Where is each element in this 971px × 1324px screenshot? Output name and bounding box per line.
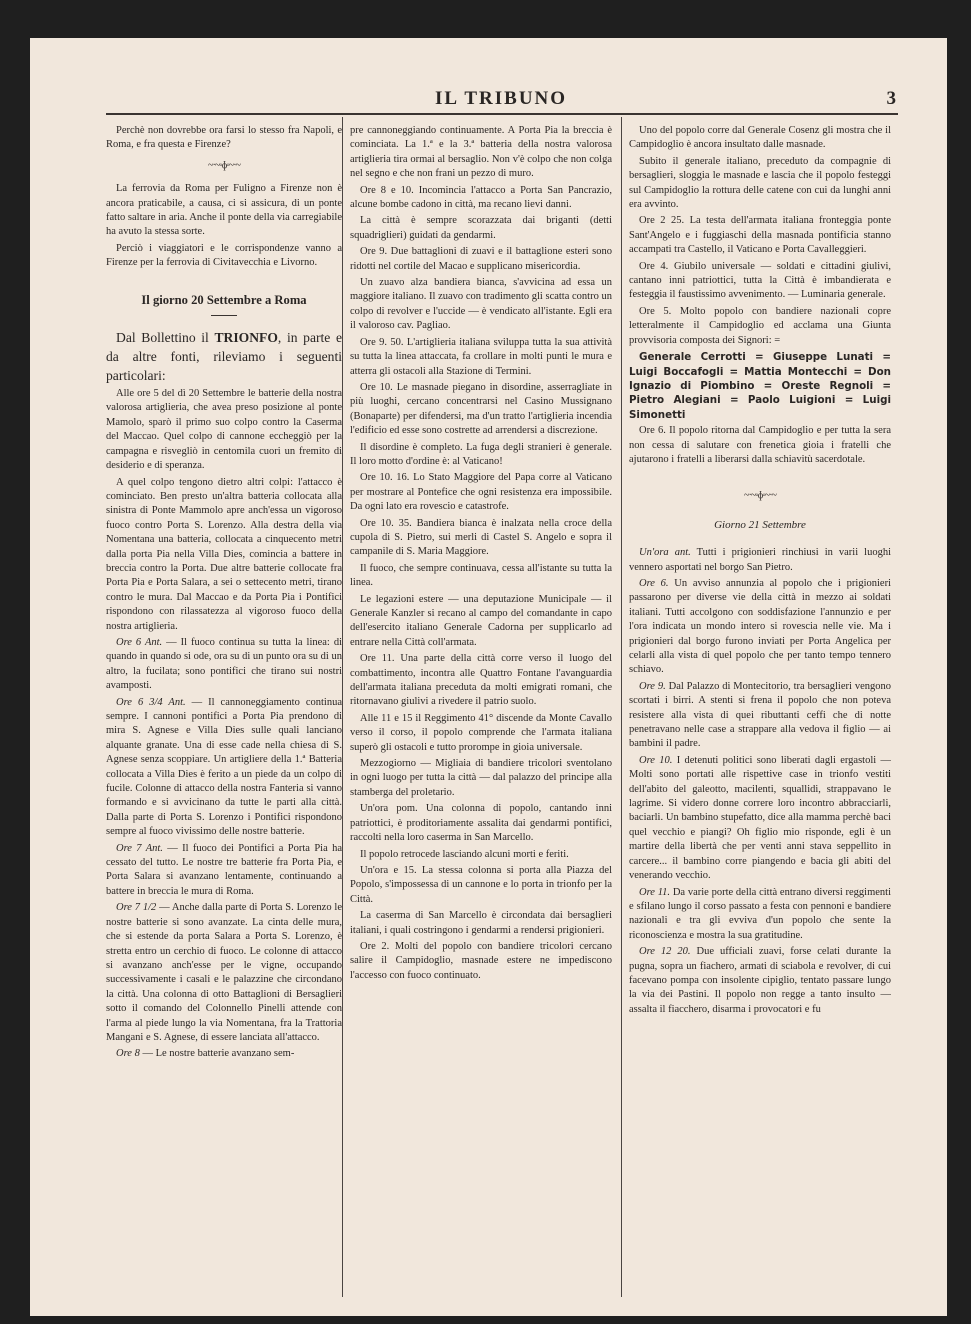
- masthead: [106, 88, 896, 110]
- time-label: Ore 12 20.: [639, 946, 691, 958]
- paragraph-text: Da varie porte della città entrano diversi reggimenti e sfilano lungo il corso passato a festa con pennoni e bandiere nazionali e tra gli evviva d'un popolo che sente la riconoscienza e mostra la sua gratitudine.: [629, 886, 891, 941]
- paragraph: Un'ora pom. Una colonna di popolo, cantando inni patriottici, è proditoriamente assalita dai gendarmi pontifici, raccolti nella loro caserma in San Marcello.: [350, 803, 612, 844]
- paragraph: [629, 886, 891, 944]
- paragraph: [629, 680, 891, 752]
- newspaper-title: IL TRIBUNO: [434, 88, 568, 109]
- paragraph: [106, 901, 342, 1045]
- paragraph: La ferrovia da Roma per Fuligno a Firenze non è ancora praticabile, a causa, ci si assicura, di un ponte fatto saltare in aria. Anche il ponte della via carregiabile ha avuto la stessa sorte.: [106, 183, 342, 238]
- time-label: Ore 9.: [639, 680, 666, 692]
- paragraph-text: — Le nostre batterie avanzano sem-: [139, 1048, 295, 1060]
- paragraph: [629, 945, 891, 1017]
- junta-names: Generale Cerrotti = Giuseppe Lunati = Luigi Boccafogli = Mattia Montecchi = Don Ignazio di Piombino = Oreste Regnoli = Pietro Alegiani = Paolo Luigioni = Luigi Simonetti: [629, 351, 891, 421]
- paragraph: La città è sempre scorazzata dai briganti (detti squadriglieri) guidati da gendarmi.: [350, 215, 612, 241]
- paragraph: Ore 10. 35. Bandiera bianca è inalzata nella croce della cupola di S. Pietro, sui merli di Castel S. Angelo e sopra il campanile di S. Maria Maggiore.: [350, 517, 612, 558]
- time-label: Ore 11.: [639, 886, 671, 898]
- paragraph: Un'ora e 15. La stessa colonna si porta alla Piazza del Popolo, s'impossessa di un cannone e lo porta in trionfo per la Città.: [350, 864, 612, 905]
- header-rule: [106, 113, 898, 115]
- time-label: Ore 6 Ant.: [116, 636, 163, 648]
- column-divider: [342, 117, 343, 1297]
- paragraph: A quel colpo tengono dietro altri colpi: l'attacco è cominciato. Ben presto un'altra batteria collocata alla sinistra di Ponte Mammolo apre anch'essa un vigoroso fuoco contro Porta S. Lorenzo. Alla destra della via Nomentana una batteria, collocata a cinquecento metri dalla porta Pia nella Villa Dies, comincia a battere in breccia contro la Porta. Due altre batterie collocate fra Porta Pia e Porta Salara, a sei o settecento metri, tirano contro le mura. Dal Maccao e da Porta Pia i Pontifici rispondono con rilassatezza al vigoroso fuoco della nostra artiglieria.: [106, 476, 342, 632]
- column-3: [629, 124, 891, 1302]
- time-label: Un'ora ant.: [639, 547, 691, 559]
- paragraph: Ore 6. Il popolo ritorna dal Campidoglio e per tutta la sera non cessa di salutare con frenetica gioia i fratelli che ajutarono i fratelli a liberarsi dalla schiavitù sacerdotale.: [629, 425, 891, 465]
- paragraph: Ore 2 25. La testa dell'armata italiana fronteggia ponte Sant'Angelo e i fuggiaschi della masnada pontificia stanno accampati tra Castello, il Vaticano e Porta Cavalleggieri.: [629, 215, 891, 256]
- paragraph-text: — Il fuoco continua su tutta la linea: di quando in quando si ode, ora su di un punto ora su di un altro, la fucilata; sono pontifici che tirano sui nostri avamposti.: [106, 636, 342, 692]
- day-title: Giorno 21 Settembre: [714, 518, 806, 531]
- paragraph: Ore 10. 16. Lo Stato Maggiore del Papa corre al Vaticano per mostrare al Pontefice che ogni resistenza era impossibile. Da ogni lato era rovescio e catastrofe.: [350, 472, 612, 513]
- column-2: [350, 124, 612, 1302]
- newspaper-page: [30, 38, 947, 1316]
- paragraph: La caserma di San Marcello è circondata dai bersaglieri italiani, i quali costringono i gendarmi a rendersi prigionieri.: [350, 910, 612, 936]
- paragraph-text: Un avviso annunzia al popolo che i prigionieri passarono per diverse vie della città in mezzo ai soldati italiani. Tutti accolgono con soddisfazione l'annunzio e per l'ora indicata un mondo intero si rovescia nelle vie. Ma i prigionieri dal borgo furono inviati per Porta Angelica per celarli alla vista di quel popolo che per tanto tempo tennero schiavo.: [629, 577, 891, 676]
- paragraph: pre cannoneggiando continuamente. A Porta Pia la breccia è cominciata. La 1.ª e la 3.ª batteria della nostra valorosa artiglieria tira ormai al bersaglio. Non v'è colpo che non colga nel segno e che non frani un pezzo di muro.: [350, 125, 612, 180]
- paragraph: [106, 636, 342, 694]
- paragraph: [629, 546, 891, 575]
- paragraph: Subito il generale italiano, preceduto da compagnie di bersaglieri, sloggia le masnade e lascia che il popolo festeggi sul Campidoglio la rottura delle catene con cui da lunghi anni era avvinto.: [629, 155, 891, 211]
- lead-text: Dal Bollettino il: [116, 330, 215, 346]
- paragraph-text: — Il cannoneggiamento continua sempre. I cannoni pontifici a Porta Pia prendono di mira S. Agnese e Villa Dies sulle quali lanciano alquante granate. Una di esse cade nella chiesa di S. Agnese senza scoppiare. Un artigliere della 1.ª Batteria collocata a Villa Dies è ferito a un piede da un colpo di fucile. Colonne di attacco della nostra Fanteria si vanno formando e si avvicinano da tutte le parti alla città. Dalla parte di Porta S. Lorenzo i Pontifici rispondono sempre al fuoco vivissimo delle nostre batterie.: [106, 696, 342, 838]
- paragraph: Perchè non dovrebbe ora farsi lo stesso fra Napoli, e Roma, e fra questa e Firenze?: [106, 125, 342, 151]
- paragraph: [629, 577, 891, 678]
- paragraph: Il disordine è completo. La fuga degli stranieri è generale. Il loro motto d'ordine è: al Vaticano!: [350, 441, 612, 467]
- paragraph: Il popolo retrocede lasciando alcuni morti e feriti.: [360, 848, 569, 860]
- time-label: Ore 10.: [639, 754, 673, 766]
- time-label: Ore 7 Ant.: [116, 842, 163, 854]
- paragraph: Ore 4. Giubilo universale — soldati e cittadini giulivi, cantano inni patriottici, tutta la Città è imbandierata e festeggia il faustissimo avvenimento. — Luminaria generale.: [629, 260, 891, 301]
- paragraph: Perciò i viaggiatori e le corrispondenze vanno a Firenze per la ferrovia di Civitavecchia e Livorno.: [106, 242, 342, 269]
- ornament-divider: ~·~◦ɸ◦~·~: [744, 490, 776, 502]
- paragraph: Ore 11. Una parte della città corre verso il luogo del combattimento, incontra alle Quattro Fontane l'avanguardia dell'armata italiana preceduta da molti emigrati romani, che ritornavano giulivi a rivedere il patrio suolo.: [350, 653, 612, 708]
- title-rule: [211, 315, 237, 316]
- paragraph: Ore 9. 50. L'artiglieria italiana sviluppa tutta la sua attività su tutta la linea attaccata, fa crollare in molti punti le mura e atterra gli ostacoli alla Stazione di Termini.: [350, 336, 612, 377]
- paragraph: Alle ore 5 del dì 20 Settembre le batterie della nostra valorosa artiglieria, che avea preso posizione al ponte Mamolo, sparò il primo suo colpo contro la Caserma del Maccao. Quel colpo di cannone eccheggiò per la campagna e risvegliò in centomila cuori un fremito di desiderio e di speranza.: [106, 388, 342, 472]
- paragraph: Mezzogiorno — Migliaia di bandiere tricolori sventolano in ogni luogo per tutta la città — dal palazzo del principe alla stamberga del proletario.: [350, 758, 612, 798]
- paragraph: [106, 696, 342, 840]
- ornament-divider: ~·~◦ɸ◦~·~: [208, 159, 240, 171]
- time-label: Ore 7 1/2: [116, 902, 157, 914]
- page-number: 3: [886, 88, 896, 109]
- section-title: Il giorno 20 Settembre a Roma: [141, 292, 307, 307]
- paragraph: Il fuoco, che sempre continuava, cessa all'istante su tutta la linea.: [350, 562, 612, 589]
- paragraph: Ore 2. Molti del popolo con bandiere tricolori cercano salire il Campidoglio, masnade estere ne impediscono l'accesso con fuoco continuato.: [350, 940, 612, 981]
- time-label: Ore 6 3/4 Ant.: [116, 696, 186, 708]
- paragraph: Ore 9. Due battaglioni di zuavi e il battaglione esteri sono ridotti nel cortile del Macao e supplicano misericordia.: [350, 246, 612, 272]
- paragraph-text: Due ufficiali zuavi, forse celati durante la pugna, sopra un fiachero, armati di sciabola e revolver, di cui facevano pompa con insolente cipiglio, tentato passare lungo la via dei Pastini. Il popolo non regge a tanto insulto — assalta il fiacchero, disarma i provocatori e fu: [629, 946, 891, 1015]
- column-divider: [621, 117, 622, 1297]
- paragraph-text: — Il fuoco dei Pontifici a Porta Pia ha cessato del tutto. Le nostre tre batterie fra Porta Pia, e Porta Salara si avanzano lentamente, continuando a battere in breccia le mura di Roma.: [106, 842, 342, 897]
- time-label: Ore 6.: [639, 577, 669, 589]
- paragraph-text: Tutti i prigionieri rinchiusi in varii luoghi vennero asportati nel borgo San Pietro.: [629, 547, 891, 573]
- paragraph: Uno del popolo corre dal Generale Cosenz gli mostra che il Campidoglio è ancora insultato dalle masnade.: [629, 125, 891, 151]
- lead-text: , in parte e da altre fonti, rileviamo i seguenti particolari:: [106, 330, 342, 384]
- bulletin-name: TRIONFO: [214, 330, 278, 346]
- paragraph-text: Dal Palazzo di Montecitorio, tra bersaglieri vengono scortati i birri. A stenti si frena il popolo che non poteva resistere alla vista di quei ributtanti ceffi che di notte penetravano nelle case a strappare alla vedova il figlio — ai bambini il padre.: [629, 680, 891, 750]
- paragraph: [106, 1047, 342, 1061]
- paragraph: Alle 11 e 15 il Reggimento 41° discende da Monte Cavallo verso il corso, il popolo comprende che l'armata italiana superò gli ostacoli e tutto prorompe in gioia universale.: [350, 712, 612, 753]
- time-label: Ore 8: [116, 1048, 140, 1060]
- paragraph: [629, 754, 891, 884]
- column-1: [106, 124, 342, 1302]
- paragraph: Ore 8 e 10. Incomincia l'attacco a Porta San Pancrazio, alcune bombe cadono in città, ma recano lievi danni.: [350, 184, 612, 211]
- paragraph: Ore 10. Le masnade piegano in disordine, asserragliate in più luoghi, cercano concentrarsi nel Casino Mussignano (Bonaparte) per difendersi, ma d'un tratto l'artiglieria incendia l'edificio ed esse sono costrette ad arrendersi a discrezione.: [350, 381, 612, 437]
- paragraph: Un zuavo alza bandiera bianca, s'avvicina ad essa un maggiore italiano. Il zuavo con tradimento gli scatta contro un colpo di revolver e l'uccide — è vendicato all'istante. Egli era il valoroso cav. Pagliao.: [350, 277, 612, 332]
- paragraph-text: — Anche dalla parte di Porta S. Lorenzo le nostre batterie si sono avanzate. La cinta delle mura, che si estende da porta Salara a Porta S. Lorenzo, è stretta entro un cerchio di fuoco. Le colonne di attacco si avanzano anch'esse per le vigne, occupando successivamente i casali e le palazzine che circondano la città. Una colonna di otto Battaglioni di Bersaglieri sotto il comando del Colonnello Pinelli attende con l'arma al piede lungo la via Nomentana, fra la Trattoria Mangani e S. Agnese, di essere lanciata all'attacco.: [106, 902, 342, 1043]
- paragraph: Ore 5. Molto popolo con bandiere nazionali copre letteralmente il Campidoglio ed acclama una Giunta provvisoria composta dei Signori: =: [629, 305, 891, 346]
- paragraph: Le legazioni estere — una deputazione Municipale — il Generale Kanzler si recano al campo del comandante in capo dell'esercito italiano Generale Cadorna per supplicarlo ad entrare nella Città coll'armata.: [350, 593, 612, 648]
- paragraph: [106, 842, 342, 900]
- paragraph-text: I detenuti politici sono liberati dagli ergastoli — Molti sono portati alle rispettive case in trionfo vestiti dell'abito del galeotto, macilenti, squallidi, strappavano le lagrime. Si videro donne correre loro incontro abbracciarli, baciarli. Un bambino stupefatto, dice alla mamma perchè baci quel vecchio e piangi? Oh figlio mio risponde, egli è un martire della libertà che per venti anni stava seppellito in carcere... il bambino corre piangendo e bacia gli abiti del venerando vecchio.: [629, 754, 891, 882]
- lead-paragraph: [106, 328, 342, 385]
